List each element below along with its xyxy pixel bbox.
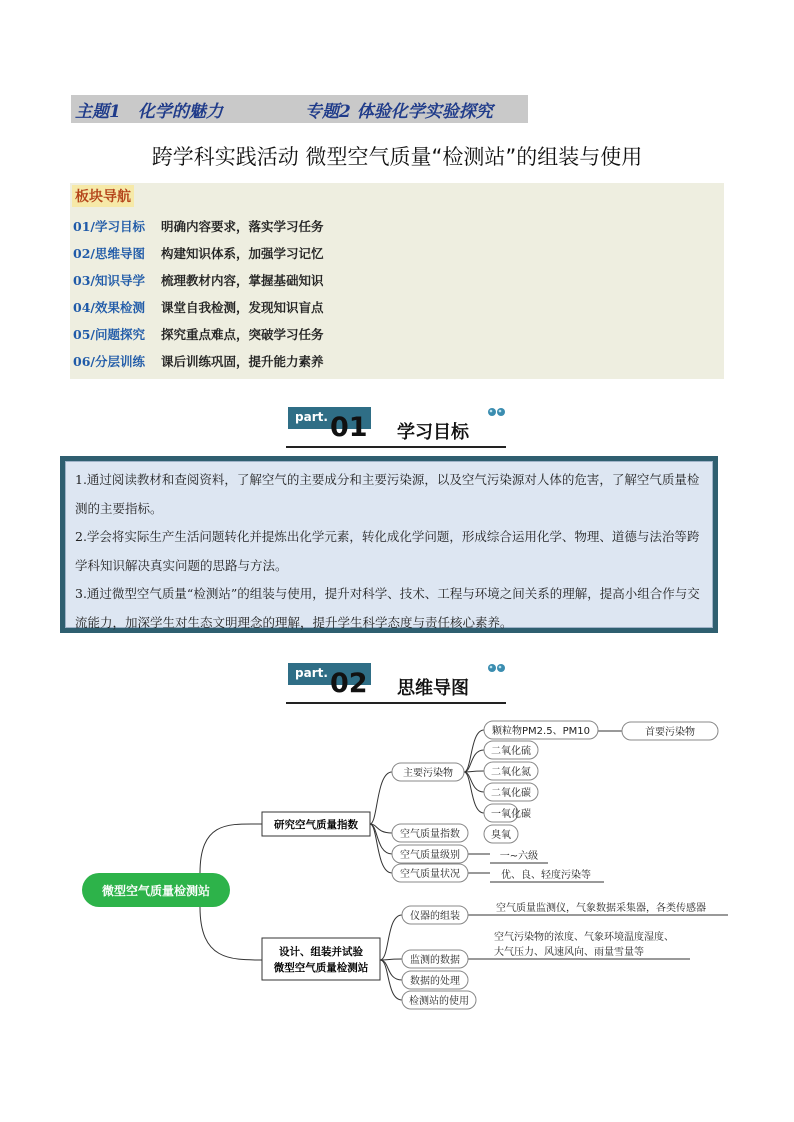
node-label: 二氧化碳: [491, 788, 531, 799]
nav-item-description: 课堂自我检测，发现知识盲点: [161, 300, 324, 315]
part-tag: part.: [288, 663, 371, 685]
subtopic-label: 专题2 体验化学实验探究: [305, 102, 493, 122]
part-number: 02: [330, 668, 368, 699]
learning-goals-box: [60, 456, 718, 633]
nav-item-description: 构建知识体系，加强学习记忆: [161, 246, 324, 261]
node-label: 二氧化氮: [491, 767, 531, 778]
node-label: 空气质量级别: [400, 850, 460, 861]
part-tag: part.: [288, 407, 371, 429]
decorative-dots-icon: [486, 661, 508, 675]
node-label: 空气质量状况: [400, 869, 460, 880]
nav-item-description: 梳理教材内容，掌握基础知识: [161, 273, 324, 288]
node-value: 空气质量监测仪，气象数据采集器，各类传感器: [496, 903, 706, 914]
node-value: 一~六级: [499, 851, 539, 862]
node-label: 数据的处理: [410, 976, 460, 987]
node-label: 主要污染物: [403, 768, 453, 779]
nav-item-description: 探究重点难点，突破学习任务: [161, 327, 324, 342]
learning-goals-content: [65, 461, 713, 628]
nav-item-number[interactable]: 02/思维导图: [73, 246, 145, 261]
node-value: 大气压力、风速风向、雨量雪量等: [494, 947, 644, 958]
nav-item-number[interactable]: 06/分层训练: [73, 354, 145, 369]
part-number: 01: [330, 412, 368, 443]
nav-item-description: 课后训练巩固，提升能力素养: [161, 354, 324, 369]
nav-item-number[interactable]: 04/效果检测: [73, 300, 145, 315]
goal-item: 3.通过微型空气质量“检测站”的组装与使用，提升对科学、技术、工程与环境之间关系的理解，提高小组合作与交流能力，加深学生对生态文明理念的理解，提升学生科学态度与责任核心素养。: [75, 586, 700, 630]
node-label: 首要污染物: [645, 727, 695, 738]
node-label: 空气质量指数: [400, 829, 460, 840]
node-label: 检测站的使用: [409, 996, 469, 1007]
node-label: 颗粒物PM2.5、PM10: [492, 726, 590, 737]
branch-label: 微型空气质量检测站: [273, 962, 369, 974]
section-underline: [286, 446, 506, 448]
nav-item-description: 明确内容要求，落实学习任务: [161, 219, 324, 234]
branch-label: 研究空气质量指数: [274, 819, 358, 831]
node-value: 优、良、轻度污染等: [501, 870, 591, 881]
node-label: 二氧化硫: [491, 746, 531, 757]
goal-item: 1.通过阅读教材和查阅资料，了解空气的主要成分和主要污染源，以及空气污染源对人体的危害，了解空气质量检测的主要指标。: [75, 472, 700, 516]
document-title: 跨学科实践活动 微型空气质量“检测站”的组装与使用: [151, 145, 643, 169]
navigation-heading: 板块导航: [72, 185, 134, 207]
topic-label: 主题1 化学的魅力: [75, 102, 223, 122]
node-value: 空气污染物的浓度、气象环境温度湿度、: [494, 932, 674, 943]
node-label: 监测的数据: [410, 955, 460, 966]
node-label: 臭氧: [491, 830, 511, 841]
mind-map-root-label: 微型空气质量检测站: [101, 884, 211, 898]
section-title-learning-goals: 学习目标: [397, 422, 469, 443]
mind-map: [0, 700, 794, 1020]
section-title-mind-map: 思维导图: [397, 678, 469, 699]
nav-item-number[interactable]: 03/知识导学: [73, 273, 145, 288]
decorative-dots-icon: [486, 405, 508, 419]
nav-item-number[interactable]: 05/问题探究: [73, 327, 145, 342]
goal-item: 2.学会将实际生产生活问题转化并提炼出化学元素，转化成化学问题，形成综合运用化学、物理、道德与法治等跨学科知识解决真实问题的思路与方法。: [75, 529, 700, 573]
node-label: 仪器的组装: [410, 911, 460, 922]
branch-label: 设计、组装并试验: [279, 946, 363, 958]
nav-item-number[interactable]: 01/学习目标: [73, 219, 145, 234]
node-label: 一氧化碳: [491, 809, 531, 820]
